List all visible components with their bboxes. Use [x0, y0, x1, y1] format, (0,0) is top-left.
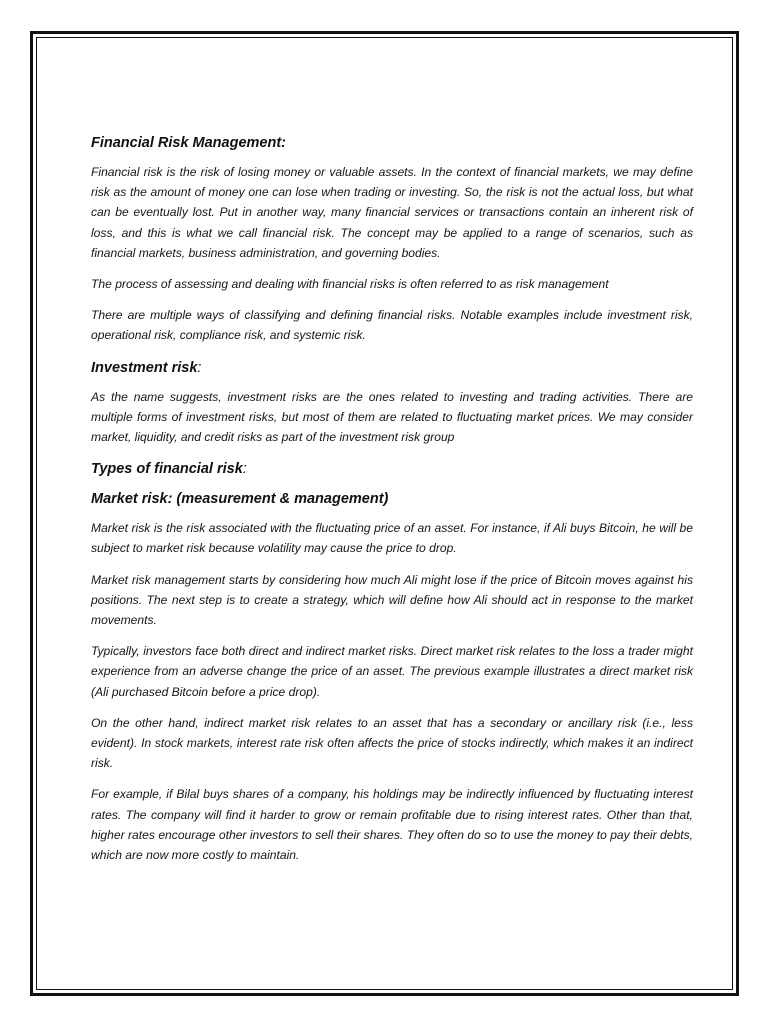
heading-market-risk	[91, 488, 693, 510]
heading-bold-part: Market risk	[91, 491, 168, 508]
document-body	[91, 132, 693, 876]
heading-rest-part: :	[197, 359, 202, 376]
heading-financial-risk-management: Financial Risk Management:	[91, 135, 286, 151]
paragraph: The process of assessing and dealing with financial risks is often referred to as risk management	[91, 277, 609, 292]
paragraph: As the name suggests, investment risks are the ones related to investing and trading activities. There are multiple forms of investment risks, but most of them are related to fluctuating market prices. We may consider market, liquidity, and credit risks as part of the investment risk group	[91, 389, 693, 445]
heading-rest-part: : (measurement & management)	[167, 491, 389, 508]
paragraph: There are multiple ways of classifying and defining financial risks. Notable examples include investment risk, operational risk, compliance risk, and systemic risk.	[91, 308, 693, 343]
heading-rest-part: :	[242, 461, 247, 478]
paragraph: Market risk management starts by considering how much Ali might lose if the price of Bitcoin moves against his positions. The next step is to create a strategy, which will define how Ali should act in response to the market movements.	[91, 572, 693, 628]
paragraph: Typically, investors face both direct and indirect market risks. Direct market risk relates to the loss a trader might experience from an adverse change the price of an asset. The previous example illustrates a direct market risk (Ali purchased Bitcoin before a price drop).	[91, 644, 693, 699]
paragraph: Financial risk is the risk of losing money or valuable assets. In the context of financial markets, we may define risk as the amount of money one can lose when trading or investing. So, the risk is not the actual loss, but what can be eventually lost. Put in another way, many financial services or transactions contain an inherent risk of loss, and this is what we call financial risk. The concept may be applied to a range of scenarios, such as financial markets, business administration, and governing bodies.	[91, 165, 693, 260]
paragraph: For example, if Bilal buys shares of a company, his holdings may be indirectly influenced by fluctuating interest rates. The company will find it harder to grow or remain profitable due to rising interest rates. Other than that, higher rates encourage other investors to sell their shares. They often do so to use the money to pay their debts, which are now more costly to maintain.	[91, 787, 693, 863]
heading-types-of-financial-risk	[91, 458, 693, 480]
heading-investment-risk	[91, 357, 693, 379]
paragraph: Market risk is the risk associated with the fluctuating price of an asset. For instance, if Ali buys Bitcoin, he will be subject to market risk because volatility may cause the price to drop.	[91, 521, 693, 556]
heading-bold-part: Investment risk	[91, 359, 198, 376]
heading-bold-part: Types of financial risk	[91, 461, 243, 478]
paragraph: On the other hand, indirect market risk relates to an asset that has a secondary or ancillary risk (i.e., less evident). In stock markets, interest rate risk often affects the price of stocks indirectly, which makes it an indirect risk.	[91, 715, 693, 771]
